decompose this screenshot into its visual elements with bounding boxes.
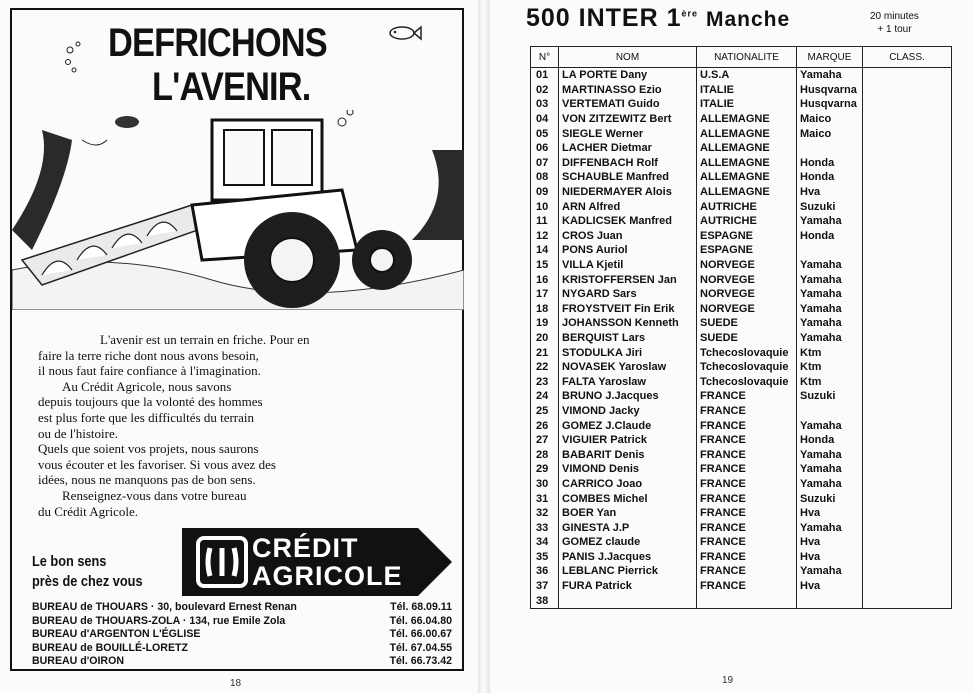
rider-name: VIGUIER Patrick (559, 433, 697, 448)
left-page (0, 0, 478, 693)
rider-number: 29 (531, 462, 559, 477)
page-number: 18 (230, 678, 242, 689)
table-row (531, 433, 952, 448)
rider-classement (863, 506, 952, 521)
rider-name: COMBES Michel (559, 491, 697, 506)
rider-brand: Yamaha (797, 302, 863, 317)
rider-classement (863, 68, 952, 83)
fish-icon (386, 22, 422, 44)
rider-brand (797, 141, 863, 156)
header-nationality: NATIONALITE (697, 47, 797, 68)
rider-nationality: FRANCE (697, 418, 797, 433)
rider-nationality: FRANCE (697, 389, 797, 404)
rider-nationality: FRANCE (697, 564, 797, 579)
rider-number: 35 (531, 550, 559, 565)
rider-classement (863, 126, 952, 141)
rider-number: 37 (531, 579, 559, 594)
rider-name: VON ZITZEWITZ Bert (559, 112, 697, 127)
bureau-address: BUREAU d'ARGENTON L'ÉGLISE (32, 628, 201, 641)
rider-name: BERQUIST Lars (559, 331, 697, 346)
rider-name: BRUNO J.Jacques (559, 389, 697, 404)
rider-number: 14 (531, 243, 559, 258)
rider-number: 09 (531, 185, 559, 200)
rider-brand: Ktm (797, 360, 863, 375)
duration-line-2: + 1 tour (877, 24, 912, 35)
rider-name: GOMEZ claude (559, 535, 697, 550)
rider-number: 12 (531, 229, 559, 244)
table-header-row (531, 47, 952, 68)
results-table (530, 46, 952, 609)
rider-name: LEBLANC Pierrick (559, 564, 697, 579)
rider-number: 08 (531, 170, 559, 185)
slogan (32, 552, 143, 592)
rider-nationality: SUEDE (697, 316, 797, 331)
rider-classement (863, 520, 952, 535)
table-row (531, 418, 952, 433)
body-line: Renseignez-vous dans votre bureau (62, 487, 247, 503)
rider-brand: Hva (797, 579, 863, 594)
rider-number: 19 (531, 316, 559, 331)
body-line: ou de l'histoire. (38, 425, 118, 441)
rider-classement (863, 229, 952, 244)
rider-number: 17 (531, 287, 559, 302)
table-row (531, 185, 952, 200)
table-row (531, 316, 952, 331)
rider-classement (863, 374, 952, 389)
rider-brand: Yamaha (797, 287, 863, 302)
rider-name: CARRICO Joao (559, 477, 697, 492)
rider-nationality: Tchecoslovaquie (697, 360, 797, 375)
rider-brand (797, 593, 863, 608)
rider-classement (863, 462, 952, 477)
rider-name: PANIS J.Jacques (559, 550, 697, 565)
rider-name: FALTA Yaroslaw (559, 374, 697, 389)
rider-brand: Honda (797, 170, 863, 185)
rider-number: 30 (531, 477, 559, 492)
rider-brand: Yamaha (797, 418, 863, 433)
ad-body-text (38, 332, 378, 519)
rider-brand: Ktm (797, 345, 863, 360)
race-duration (870, 10, 919, 36)
header-brand: MARQUE (797, 47, 863, 68)
rider-brand: Yamaha (797, 447, 863, 462)
rider-nationality: NORVEGE (697, 258, 797, 273)
page-gutter (478, 0, 490, 693)
right-page (490, 0, 973, 693)
rider-number: 34 (531, 535, 559, 550)
table-row (531, 389, 952, 404)
rider-number: 33 (531, 520, 559, 535)
rider-classement (863, 360, 952, 375)
rider-brand: Ktm (797, 374, 863, 389)
rider-name: NIEDERMAYER Alois (559, 185, 697, 200)
rider-brand: Hva (797, 506, 863, 521)
rider-nationality: ALLEMAGNE (697, 126, 797, 141)
rider-brand: Yamaha (797, 520, 863, 535)
rider-number: 21 (531, 345, 559, 360)
rider-name: LA PORTE Dany (559, 68, 697, 83)
rider-number: 15 (531, 258, 559, 273)
table-row (531, 287, 952, 302)
rider-brand: Yamaha (797, 258, 863, 273)
rider-name: BOER Yan (559, 506, 697, 521)
body-line: idées, nous ne manquons pas de bon sens. (38, 472, 256, 488)
rider-classement (863, 287, 952, 302)
rider-brand: Yamaha (797, 462, 863, 477)
slogan-line-2: près de chez vous (32, 573, 143, 590)
rider-number: 10 (531, 199, 559, 214)
rider-number: 31 (531, 491, 559, 506)
rider-brand: Yamaha (797, 316, 863, 331)
table-row (531, 447, 952, 462)
rider-number: 05 (531, 126, 559, 141)
bureau-phone: Tél. 67.04.55 (389, 641, 452, 654)
rider-brand (797, 243, 863, 258)
tractor-illustration (12, 110, 464, 310)
rider-nationality: FRANCE (697, 535, 797, 550)
rider-classement (863, 433, 952, 448)
rider-number: 38 (531, 593, 559, 608)
rider-nationality: NORVEGE (697, 302, 797, 317)
header-classement: CLASS. (863, 47, 952, 68)
rider-nationality: AUTRICHE (697, 199, 797, 214)
rider-number: 16 (531, 272, 559, 287)
rider-nationality (697, 593, 797, 608)
rider-brand (797, 404, 863, 419)
rider-nationality: U.S.A (697, 68, 797, 83)
rider-brand: Yamaha (797, 68, 863, 83)
rider-number: 03 (531, 97, 559, 112)
rider-number: 26 (531, 418, 559, 433)
table-row (531, 491, 952, 506)
rider-name: VIMOND Jacky (559, 404, 697, 419)
table-row (531, 141, 952, 156)
rider-classement (863, 258, 952, 273)
table-row (531, 345, 952, 360)
rider-nationality: FRANCE (697, 579, 797, 594)
rider-name: VIMOND Denis (559, 462, 697, 477)
bureau-phone: Tél. 68.09.11 (390, 601, 452, 613)
rider-nationality: FRANCE (697, 462, 797, 477)
rider-brand: Honda (797, 433, 863, 448)
rider-classement (863, 316, 952, 331)
table-row (531, 112, 952, 127)
results-body (531, 68, 952, 609)
rider-name: VILLA Kjetil (559, 258, 697, 273)
table-row (531, 331, 952, 346)
bureau-row (32, 655, 452, 669)
headline-line-2: L'AVENIR. (152, 65, 311, 109)
race-title-superscript: ère (681, 8, 699, 19)
rider-nationality: ESPAGNE (697, 243, 797, 258)
rider-nationality: AUTRICHE (697, 214, 797, 229)
rider-classement (863, 389, 952, 404)
rider-number: 02 (531, 83, 559, 98)
rider-number: 28 (531, 447, 559, 462)
table-row (531, 170, 952, 185)
table-row (531, 272, 952, 287)
rider-number: 01 (531, 68, 559, 83)
bureau-phone: Tél. 66.04.80 (389, 614, 452, 627)
rider-name: GOMEZ J.Claude (559, 418, 697, 433)
table-row (531, 506, 952, 521)
rider-number: 24 (531, 389, 559, 404)
table-row (531, 593, 952, 608)
rider-classement (863, 564, 952, 579)
bureau-address: BUREAU de THOUARS-ZOLA · 134, rue Emile Zola (32, 614, 286, 627)
rider-nationality: FRANCE (697, 433, 797, 448)
bureau-address: BUREAU d'OIRON (32, 655, 124, 668)
rider-nationality: ALLEMAGNE (697, 170, 797, 185)
rider-brand: Yamaha (797, 272, 863, 287)
rider-classement (863, 418, 952, 433)
table-row (531, 374, 952, 389)
rider-number: 11 (531, 214, 559, 229)
bubbles-icon (60, 40, 100, 80)
rider-brand: Husqvarna (797, 97, 863, 112)
rider-classement (863, 302, 952, 317)
rider-number: 04 (531, 112, 559, 127)
bureau-phone: Tél. 66.73.42 (389, 655, 452, 668)
rider-name: KADLICSEK Manfred (559, 214, 697, 229)
rider-brand: Hva (797, 550, 863, 565)
bureau-phone: Tél. 66.00.67 (389, 628, 452, 641)
brand-name-line-2: AGRICOLE (252, 561, 403, 591)
rider-name: LACHER Dietmar (559, 141, 697, 156)
rider-nationality: ALLEMAGNE (697, 112, 797, 127)
bureau-row (32, 615, 452, 629)
rider-number: 32 (531, 506, 559, 521)
rider-brand: Honda (797, 156, 863, 171)
rider-classement (863, 141, 952, 156)
rider-nationality: FRANCE (697, 404, 797, 419)
rider-classement (863, 331, 952, 346)
rider-brand: Maico (797, 126, 863, 141)
rider-number: 22 (531, 360, 559, 375)
bureau-row (32, 642, 452, 656)
rider-number: 23 (531, 374, 559, 389)
body-line: faire la terre riche dont nous avons besoin, (38, 347, 259, 363)
rider-brand: Honda (797, 229, 863, 244)
rider-classement (863, 491, 952, 506)
rider-classement (863, 214, 952, 229)
rider-classement (863, 447, 952, 462)
race-title (526, 4, 790, 33)
rider-nationality: ESPAGNE (697, 229, 797, 244)
brand-name-line-1: CRÉDIT (252, 533, 359, 563)
rider-name: PONS Auriol (559, 243, 697, 258)
header-name: NOM (559, 47, 697, 68)
rider-nationality: ITALIE (697, 83, 797, 98)
body-line: il nous faut faire confiance à l'imagination. (38, 363, 261, 379)
rider-classement (863, 170, 952, 185)
bureau-row (32, 628, 452, 642)
body-line: depuis toujours que la volonté des hommes (38, 394, 263, 410)
bureau-row (32, 601, 452, 615)
rider-name: MARTINASSO Ezio (559, 83, 697, 98)
rider-name: FURA Patrick (559, 579, 697, 594)
rider-classement (863, 156, 952, 171)
body-line: L'avenir est un terrain en friche. Pour en (100, 332, 310, 347)
headline-line-1: DEFRICHONS (108, 21, 327, 65)
rider-brand: Maico (797, 112, 863, 127)
rider-name: KRISTOFFERSEN Jan (559, 272, 697, 287)
rider-classement (863, 345, 952, 360)
rider-name: NOVASEK Yaroslaw (559, 360, 697, 375)
table-row (531, 229, 952, 244)
table-row (531, 243, 952, 258)
rider-nationality: NORVEGE (697, 272, 797, 287)
bureau-address: BUREAU de THOUARS · 30, boulevard Ernest Renan (32, 601, 297, 613)
rider-nationality: FRANCE (697, 506, 797, 521)
table-row (531, 564, 952, 579)
page-number: 19 (722, 675, 734, 686)
table-row (531, 462, 952, 477)
header-number: N° (531, 47, 559, 68)
race-title-main: 500 INTER 1 (526, 4, 682, 32)
rider-number: 27 (531, 433, 559, 448)
rider-classement (863, 97, 952, 112)
rider-brand: Suzuki (797, 491, 863, 506)
rider-brand: Hva (797, 535, 863, 550)
table-row (531, 535, 952, 550)
rider-name: SIEGLE Werner (559, 126, 697, 141)
rider-classement (863, 112, 952, 127)
rider-brand: Yamaha (797, 214, 863, 229)
table-row (531, 199, 952, 214)
rider-name: CROS Juan (559, 229, 697, 244)
table-row (531, 550, 952, 565)
body-line: vous écouter et les favoriser. Si vous avez des (38, 456, 276, 472)
rider-number: 06 (531, 141, 559, 156)
race-title-manche: Manche (705, 8, 791, 31)
rider-nationality: FRANCE (697, 447, 797, 462)
rider-name: BABARIT Denis (559, 447, 697, 462)
rider-brand: Husqvarna (797, 83, 863, 98)
rider-brand: Suzuki (797, 389, 863, 404)
rider-name: GINESTA J.P (559, 520, 697, 535)
slogan-line-1: Le bon sens (32, 553, 107, 570)
rider-classement (863, 199, 952, 214)
table-row (531, 68, 952, 83)
table-row (531, 97, 952, 112)
table-row (531, 258, 952, 273)
rider-nationality: FRANCE (697, 491, 797, 506)
rider-nationality: Tchecoslovaquie (697, 345, 797, 360)
rider-number: 18 (531, 302, 559, 317)
rider-name (559, 593, 697, 608)
duration-line-1: 20 minutes (870, 11, 919, 22)
rider-classement (863, 404, 952, 419)
rider-classement (863, 477, 952, 492)
rider-brand: Hva (797, 185, 863, 200)
body-line: est plus forte que les difficultés du terrain (38, 409, 255, 425)
rider-number: 07 (531, 156, 559, 171)
rider-classement (863, 272, 952, 287)
table-row (531, 404, 952, 419)
bureau-list (32, 601, 452, 669)
rider-brand: Suzuki (797, 199, 863, 214)
rider-number: 20 (531, 331, 559, 346)
table-row (531, 477, 952, 492)
rider-number: 36 (531, 564, 559, 579)
rider-name: SCHAUBLE Manfred (559, 170, 697, 185)
rider-classement (863, 243, 952, 258)
rider-nationality: FRANCE (697, 550, 797, 565)
table-row (531, 156, 952, 171)
rider-nationality: SUEDE (697, 331, 797, 346)
rider-name: ARN Alfred (559, 199, 697, 214)
rider-nationality: Tchecoslovaquie (697, 374, 797, 389)
rider-classement (863, 535, 952, 550)
rider-classement (863, 185, 952, 200)
rider-classement (863, 593, 952, 608)
table-row (531, 126, 952, 141)
body-line: du Crédit Agricole. (38, 503, 139, 519)
rider-brand: Yamaha (797, 477, 863, 492)
rider-nationality: ALLEMAGNE (697, 141, 797, 156)
table-row (531, 214, 952, 229)
rider-name: JOHANSSON Kenneth (559, 316, 697, 331)
rider-nationality: ALLEMAGNE (697, 185, 797, 200)
rider-classement (863, 83, 952, 98)
rider-classement (863, 579, 952, 594)
rider-name: STODULKA Jiri (559, 345, 697, 360)
rider-brand: Yamaha (797, 564, 863, 579)
table-row (531, 579, 952, 594)
table-row (531, 302, 952, 317)
rider-nationality: ALLEMAGNE (697, 156, 797, 171)
table-row (531, 360, 952, 375)
rider-brand: Yamaha (797, 331, 863, 346)
rider-name: NYGARD Sars (559, 287, 697, 302)
bureau-address: BUREAU de BOUILLÉ-LORETZ (32, 641, 188, 654)
body-line: Au Crédit Agricole, nous savons (62, 378, 232, 394)
rider-nationality: NORVEGE (697, 287, 797, 302)
rider-nationality: FRANCE (697, 477, 797, 492)
credit-agricole-logo-icon (196, 536, 248, 588)
rider-name: FROYSTVEIT Fin Erik (559, 302, 697, 317)
table-row (531, 520, 952, 535)
rider-name: VERTEMATI Guido (559, 97, 697, 112)
rider-nationality: ITALIE (697, 97, 797, 112)
rider-name: DIFFENBACH Rolf (559, 156, 697, 171)
rider-classement (863, 550, 952, 565)
rider-nationality: FRANCE (697, 520, 797, 535)
table-row (531, 83, 952, 98)
rider-number: 25 (531, 404, 559, 419)
body-line: Quels que soient vos projets, nous saurons (38, 441, 259, 457)
